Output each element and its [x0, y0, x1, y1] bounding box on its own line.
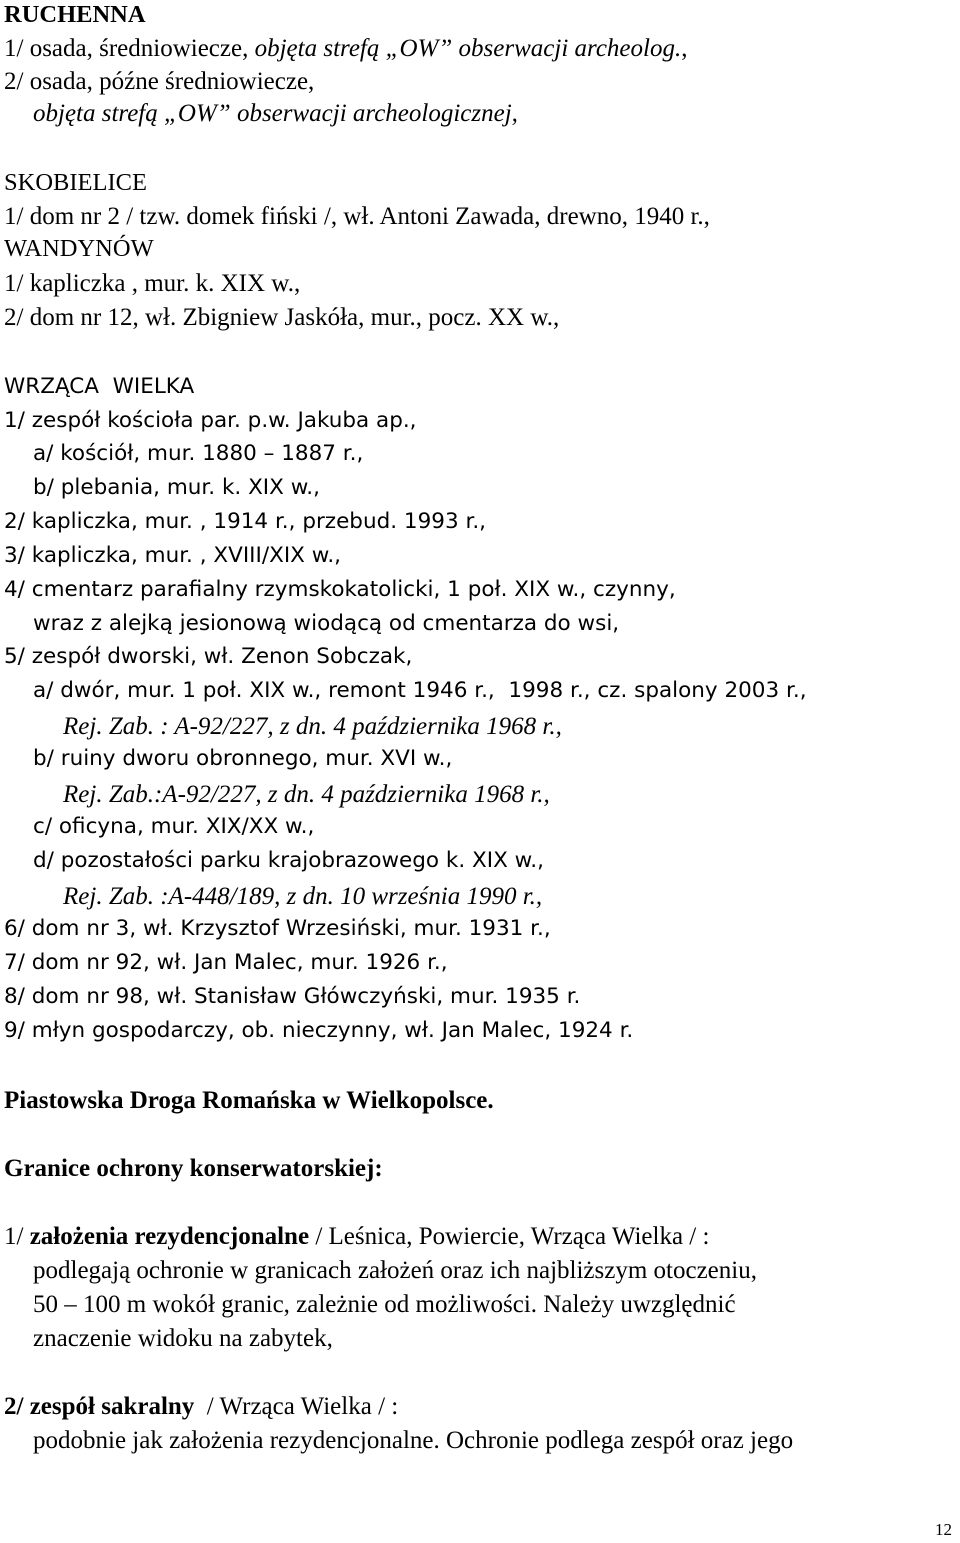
ruchenna-item-1: 1/ osada, średniowiecze, objęta strefą „OW” obserwacji archeolog., — [4, 35, 688, 62]
granice-heading: Granice ochrony konserwatorskiej: — [4, 1155, 383, 1182]
ruchenna-item-2: 2/ osada, późne średniowiecze, — [4, 68, 315, 95]
wrzaca-item-5b: b/ ruiny dworu obronnego, mur. XVI w., — [33, 746, 453, 771]
granice-item-2: 2/ zespół sakralny / Wrząca Wielka / : — [4, 1393, 399, 1420]
wrzaca-item-7: 7/ dom nr 92, wł. Jan Malec, mur. 1926 r., — [4, 950, 448, 975]
section-title-wrzaca-wielka: WRZĄCA WIELKA — [4, 374, 195, 399]
ruchenna-item-2-note: objęta strefą „OW” obserwacji archeologicznej, — [33, 100, 518, 127]
wandynow-item-1: 1/ kapliczka , mur. k. XIX w., — [4, 270, 301, 297]
wrzaca-item-6: 6/ dom nr 3, wł. Krzysztof Wrzesiński, mur. 1931 r., — [4, 916, 551, 941]
wandynow-item-2: 2/ dom nr 12, wł. Zbigniew Jaskóła, mur., pocz. XX w., — [4, 304, 560, 331]
granice-item-1-line4: znaczenie widoku na zabytek, — [33, 1325, 333, 1352]
granice-item-1-line2: podlegają ochronie w granicach założeń oraz ich najbliższym otoczeniu, — [33, 1257, 757, 1284]
granice-item-1: 1/ założenia rezydencjonalne / Leśnica, Powiercie, Wrząca Wielka / : — [4, 1223, 710, 1250]
wrzaca-item-3: 3/ kapliczka, mur. , XVIII/XIX w., — [4, 543, 342, 568]
page-number: 12 — [935, 1520, 952, 1539]
granice-item-2-line2: podobnie jak założenia rezydencjonalne. Ochronie podlega zespół oraz jego — [33, 1427, 794, 1454]
wrzaca-item-4: 4/ cmentarz parafialny rzymskokatolicki, 1 poł. XIX w., czynny, — [4, 577, 676, 602]
wrzaca-item-5c: c/ oficyna, mur. XIX/XX w., — [33, 814, 315, 839]
granice-item-1-line3: 50 – 100 m wokół granic, zależnie od możliwości. Należy uwzględnić — [33, 1291, 736, 1318]
wrzaca-item-5: 5/ zespół dworski, wł. Zenon Sobczak, — [4, 644, 413, 669]
skobielice-item-1: 1/ dom nr 2 / tzw. domek fiński /, wł. Antoni Zawada, drewno, 1940 r., — [4, 203, 710, 230]
wrzaca-item-8: 8/ dom nr 98, wł. Stanisław Główczyński, mur. 1935 r. — [4, 984, 581, 1009]
wrzaca-item-1: 1/ zespół kościoła par. p.w. Jakuba ap., — [4, 408, 417, 433]
wrzaca-item-9: 9/ młyn gospodarczy, ob. nieczynny, wł. Jan Malec, 1924 r. — [4, 1018, 634, 1043]
wrzaca-item-1b: b/ plebania, mur. k. XIX w., — [33, 475, 320, 500]
wrzaca-item-5b-register: Rej. Zab.:A-92/227, z dn. 4 października 1968 r., — [63, 781, 550, 808]
section-title-wandynow: WANDYNÓW — [4, 235, 154, 262]
piastowska-heading: Piastowska Droga Romańska w Wielkopolsce. — [4, 1087, 494, 1114]
wrzaca-item-5d: d/ pozostałości parku krajobrazowego k. XIX w., — [33, 848, 544, 873]
section-title-skobielice: SKOBIELICE — [4, 169, 147, 196]
wrzaca-item-1a: a/ kościół, mur. 1880 – 1887 r., — [33, 441, 364, 466]
wrzaca-item-5a: a/ dwór, mur. 1 poł. XIX w., remont 1946 r., 1998 r., cz. spalony 2003 r., — [33, 678, 807, 703]
wrzaca-item-2: 2/ kapliczka, mur. , 1914 r., przebud. 1993 r., — [4, 509, 486, 534]
wrzaca-item-5d-register: Rej. Zab. :A-448/189, z dn. 10 września 1990 r., — [63, 883, 543, 910]
wrzaca-item-4-cont: wraz z alejką jesionową wiodącą od cmentarza do wsi, — [33, 611, 620, 636]
wrzaca-item-5a-register: Rej. Zab. : A-92/227, z dn. 4 października 1968 r., — [63, 713, 562, 740]
section-title-ruchenna: RUCHENNA — [4, 1, 146, 28]
